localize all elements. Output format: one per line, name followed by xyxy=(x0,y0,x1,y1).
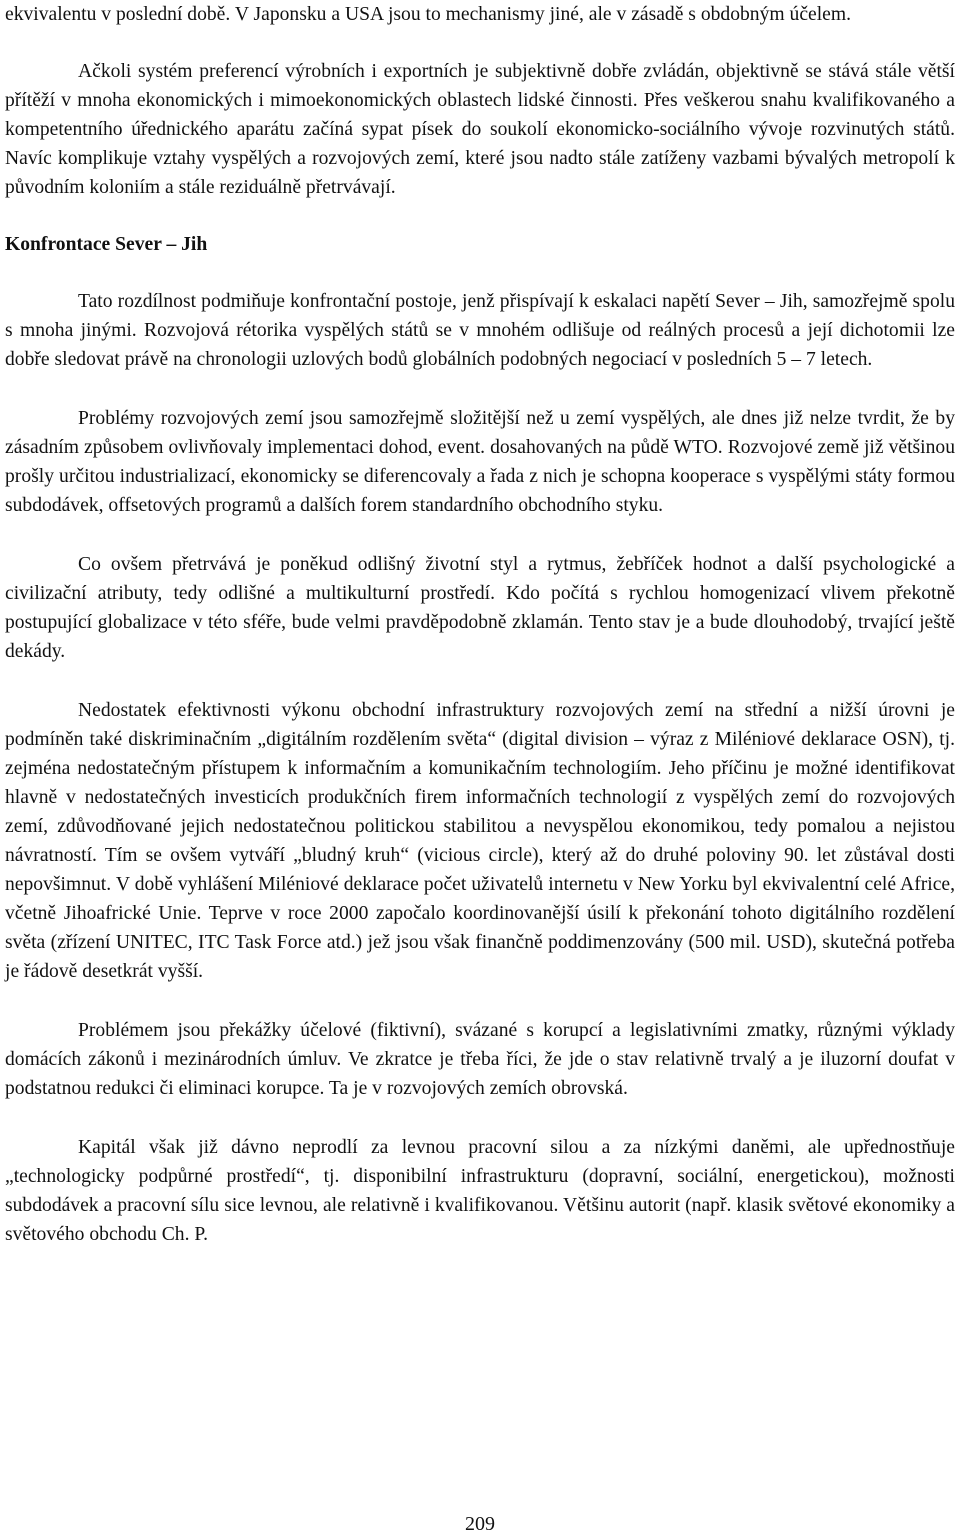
paragraph-digital-divide: Nedostatek efektivnosti výkonu obchodní infrastruktury rozvojových zemí na střední a nižší úrovni je podmíněn také diskriminačním „digitálním rozdělením světa“ (digital division – výraz z Miléniové deklarace OSN), tj. zejména nedostatečným přístupem k informačním a komunikačním technologiím. Jeho příčinu je možné identifikovat hlavně v nedostatečných investicích produkčních firem informačních technologií z vyspělých zemí do rozvojových zemí, zdůvodňované jejich nedostatečnou politickou stabilitou a nevyspělou ekonomikou, tedy pomalou a nejistou návratností. Tím se ovšem vytváří „bludný kruh“ (vicious circle), který až do druhé poloviny 90. let zůstával dosti nepovšimnut. V době vyhlášení Miléniové deklarace počet uživatelů internetu v New Yorku byl ekvivalentní celé Africe, včetně Jihoafrické Unie. Teprve v roce 2000 započalo koordinovanější úsilí k překonání tohoto digitálního rozdělení světa (zřízení UNITEC, ITC Task Force atd.) jež jsou však finančně poddimenzovány (500 mil. USD), skutečná potřeba je řádově desetkrát vyšší. xyxy=(5,700,955,982)
section-heading: Konfrontace Sever – Jih xyxy=(5,234,208,255)
paragraph-confrontation: Tato rozdílnost podmiňuje konfrontační postoje, jenž přispívají k eskalaci napětí Sever – Jih, samozřejmě spolu s mnoha jinými. Rozvojová rétorika vyspělých států se v mnohém odlišuje od reálných procesů a její dichotomii lze dobře sledovat právě na chronologii uzlových bodů globálních podobných negociací v posledních 5 – 7 letech. xyxy=(5,291,955,370)
paragraph-continuation: ekvivalentu v poslední době. V Japonsku a USA jsou to mechanismy jiné, ale v zásadě s obdobným účelem. xyxy=(5,4,852,25)
paragraph-developing-problems: Problémy rozvojových zemí jsou samozřejmě složitější než u zemí vyspělých, ale dnes již nelze tvrdit, že by zásadním způsobem ovlivňovaly implementaci dohod, event. dosahovaných na půdě WTO. Rozvojové země již většinou prošly určitou industrializací, ekonomicky se diferencovaly a řada z nich je schopna kooperace s vyspělými státy formou subdodávek, offsetových programů a dalších forem standardního obchodního styku. xyxy=(5,408,955,516)
page-number: 209 xyxy=(465,1513,495,1535)
paragraph-lifestyle: Co ovšem přetrvává je poněkud odlišný životní styl a rytmus, žebříček hodnot a další psychologické a civilizační atributy, tedy odlišné a multikulturní prostředí. Kdo počítá s rychlou homogenizací vlivem překotně postupující globalizace v této sféře, bude velmi pravděpodobně zklamán. Tento stav je a bude dlouhodobý, trvající ještě dekády. xyxy=(5,554,955,662)
paragraph-preference-system: Ačkoli systém preferencí výrobních i exportních je subjektivně dobře zvládán, objektivně se stává stále větší přítěží v mnoha ekonomických i mimoekonomických oblastech lidské činnosti. Přes veškerou snahu kvalifikovaného a kompetentního úřednického aparátu začíná sypat písek do soukolí ekonomicko-sociálního vývoje rozvinutých států. Navíc komplikuje vztahy vyspělých a rozvojových zemí, které jsou nadto stále zatíženy vazbami bývalých metropolí k původním koloniím a stále reziduálně přetrvávají. xyxy=(5,61,955,198)
document-page xyxy=(5,0,955,1249)
paragraph-corruption: Problémem jsou překážky účelové (fiktivní), svázané s korupcí a legislativními zmatky, různými výklady domácích zákonů i mezinárodních úmluv. Ve zkratce je třeba říci, že jde o stav relativně trvalý a je iluzorní doufat v podstatnou redukci či eliminaci korupce. Ta je v rozvojových zemích obrovská. xyxy=(5,1020,955,1099)
paragraph-capital: Kapitál však již dávno neprodlí za levnou pracovní silou a za nízkými daněmi, ale upřednostňuje „technologicky podpůrné prostředí“, tj. disponibilní infrastrukturu (dopravní, sociální, energetickou), možnosti subdodávek a pracovní sílu sice levnou, ale relativně i kvalifikovanou. Většinu autorit (např. klasik světové ekonomiky a světového obchodu Ch. P. xyxy=(5,1137,955,1245)
